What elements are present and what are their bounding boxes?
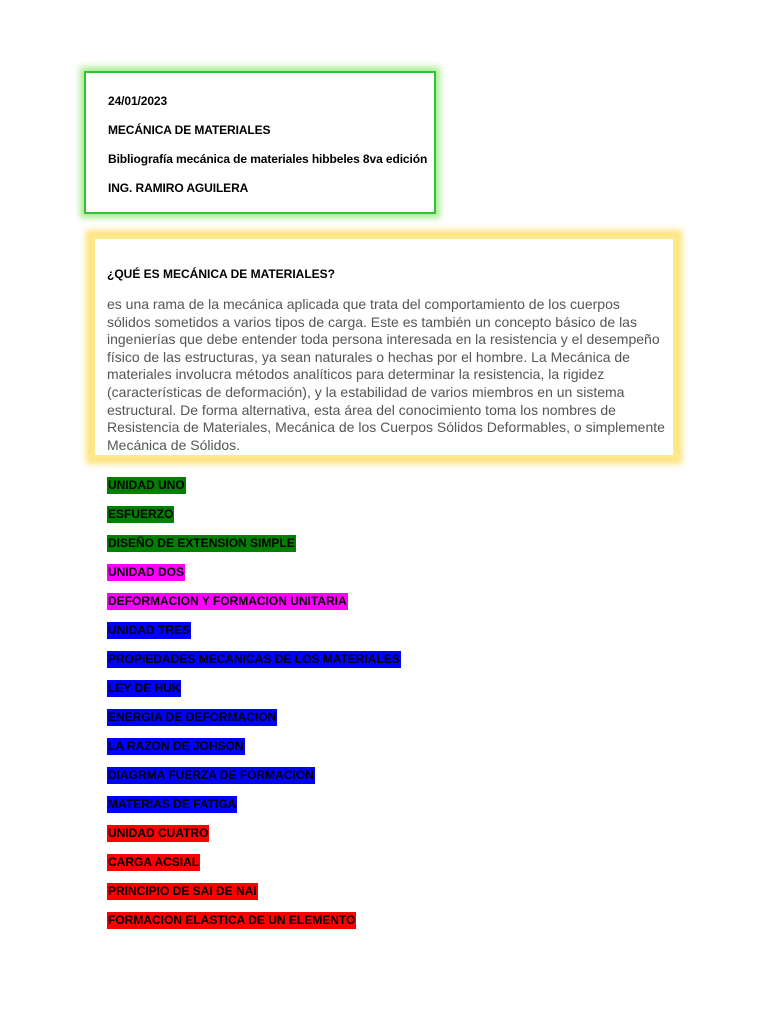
topic-item xyxy=(107,476,401,505)
topic-item xyxy=(107,853,401,882)
topic-item xyxy=(107,621,401,650)
topic-item xyxy=(107,824,401,853)
topic-item xyxy=(107,679,401,708)
topic-label-deformacion: DEFORMACION Y FORMACION UNITARIA xyxy=(108,594,347,608)
definition-title: ¿QUÉ ES MECÁNICA DE MATERIALES? xyxy=(107,267,336,281)
subject-title: MECÁNICA DE MATERIALES xyxy=(108,123,271,137)
topic-label-unidad-cuatro: UNIDAD CUATRO xyxy=(108,826,209,840)
topic-item xyxy=(107,505,401,534)
topic-label-diagrma: DIAGRMA FUERZA DE FORMACION xyxy=(108,768,314,782)
topic-item xyxy=(107,911,401,940)
teacher-name: ING. RAMIRO AGUILERA xyxy=(108,181,249,195)
topic-label-principio: PRINCIPIO DE SAI DE NAI xyxy=(108,884,257,898)
topic-label-diseno-extension: DISEÑO DE EXTENSION SIMPLE xyxy=(108,536,295,550)
topic-label-unidad-uno: UNIDAD UNO xyxy=(108,478,185,492)
date-text: 24/01/2023 xyxy=(108,94,168,108)
topic-label-esfuerzo: ESFUERZO xyxy=(108,507,174,521)
bibliography-text: Bibliografía mecánica de materiales hibbeles 8va edición xyxy=(108,152,428,166)
header-box xyxy=(84,71,436,214)
definition-body: es una rama de la mecánica aplicada que trata del comportamiento de los cuerpos sólidos sometidos a varios tipos de carga. Este es también un concepto básico de las ingenierías que debe entender toda persona interesada en la resistencia y el desempeño físico de las estructuras, ya sean naturales o hechas por el hombre. La Mecánica de materiales involucra métodos analíticos para determinar la resistencia, la rigidez (características de deformación), y la estabilidad de varios miembros en un sistema estructural. De forma alternativa, esta área del conocimiento toma los nombres de Resistencia de Materiales, Mecánica de los Cuerpos Sólidos Deformables, o simplemente Mecánica de Sólidos. xyxy=(107,296,665,453)
topic-label-carga-acsial: CARGA ACSIAL xyxy=(108,855,200,869)
topic-label-propiedades: PROPIEDADES MECANICAS DE LOS MATERIALES xyxy=(108,652,400,666)
topic-item xyxy=(107,882,401,911)
topic-label-razon-johson: LA RAZON DE JOHSON xyxy=(108,739,244,753)
topic-label-unidad-dos: UNIDAD DOS xyxy=(108,565,185,579)
topic-item xyxy=(107,563,401,592)
topic-label-formacion-elastica: FORMACION ELASTICA DE UN ELEMENTO xyxy=(108,913,356,927)
topic-label-fatiga: MATERIAS DE FATIGA xyxy=(108,797,237,811)
topic-label-unidad-tres: UNIDAD TRES xyxy=(108,623,191,637)
topic-label-energia: ENERGIA DE DEFORMACION xyxy=(108,710,277,724)
definition-box xyxy=(91,235,677,459)
topic-item xyxy=(107,534,401,563)
topic-list xyxy=(107,476,401,940)
topic-item xyxy=(107,766,401,795)
topic-item xyxy=(107,708,401,737)
topic-item xyxy=(107,650,401,679)
topic-label-ley-huk: LEY DE HUK xyxy=(108,681,181,695)
topic-item xyxy=(107,592,401,621)
topic-item xyxy=(107,795,401,824)
topic-item xyxy=(107,737,401,766)
